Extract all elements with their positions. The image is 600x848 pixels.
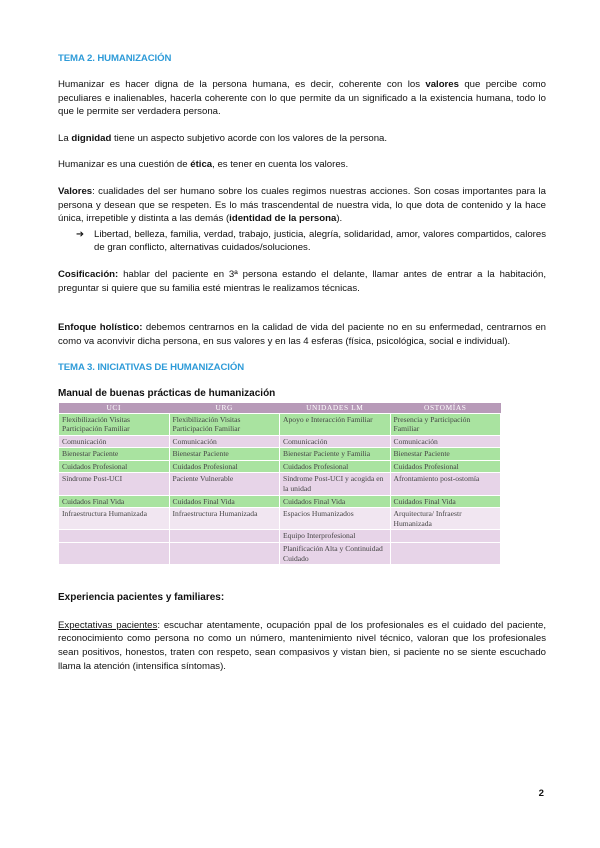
tema2-heading: TEMA 2. HUMANIZACIÓN (58, 53, 172, 64)
table-cell: Síndrome Post-UCI (59, 473, 170, 495)
table-row (59, 530, 501, 543)
table-cell: Arquitectura/ Infraestr Humanizada (390, 508, 501, 530)
enfoque-paragraph (58, 321, 546, 348)
etica-paragraph (58, 158, 546, 172)
table-cell: Presencia y Participación Familiar (390, 413, 501, 435)
text-span: hablar del paciente en 3ª persona estando el delante, llamar antes de entrar a la habitación, preguntar si quiere que su familia esté mientras le realizamos técnicas. (58, 268, 546, 294)
dignidad-paragraph (58, 132, 546, 146)
table-cell: Flexibilización Visitas Participación Familiar (169, 413, 280, 435)
table-cell: Cuidados Final Vida (390, 495, 501, 508)
table-cell: Bienestar Paciente y Familia (280, 448, 391, 461)
table-header-row (59, 403, 501, 413)
table-cell: Síndrome Post-UCI y acogida en la unidad (280, 473, 391, 495)
table-cell: Infraestructura Humanizada (169, 508, 280, 530)
table-row (59, 495, 501, 508)
text-span: tiene un aspecto subjetivo acorde con los valores de la persona. (111, 132, 388, 144)
page-number: 2 (538, 788, 544, 799)
table-cell: Comunicación (280, 435, 391, 448)
valores-list (76, 228, 546, 255)
table-row (59, 460, 501, 473)
expectativas-paragraph (58, 619, 546, 673)
table-cell: Afrontamiento post-ostomía (390, 473, 501, 495)
text-span: que percibe como peculiares e inalienables, hacerla coherente con lo que permite da un significado a la existencia humana, todo lo que le permite ser verdadera persona. (58, 79, 546, 118)
table-cell (59, 530, 170, 543)
table-cell: Bienestar Paciente (59, 448, 170, 461)
table-row (59, 413, 501, 435)
table-row (59, 448, 501, 461)
table-cell (169, 543, 280, 565)
experiencia-title: Experiencia pacientes y familiares: (58, 592, 225, 604)
text-span: ). (336, 213, 343, 225)
arrow-right-icon: ➔ (76, 228, 85, 240)
table-cell: Cuidados Profesional (59, 460, 170, 473)
list-item-text: Libertad, belleza, familia, verdad, trabajo, justicia, alegría, solidaridad, amor, valores compartidos, calores de gran conflicto, alternativas cuidados/soluciones. (94, 228, 546, 254)
table-cell: Cuidados Profesional (280, 460, 391, 473)
table-cell: Flexibilización Visitas Participación Familiar (59, 413, 170, 435)
table-cell: Equipo Interprofesional (280, 530, 391, 543)
table-cell: Comunicación (390, 435, 501, 448)
column-header: OSTOMÍAS (390, 403, 501, 413)
humanizacion-table (58, 403, 501, 565)
text-span: Humanizar es hacer digna de la persona humana, es decir, coherente con los (58, 79, 426, 90)
table-cell (169, 530, 280, 543)
table-cell: Bienestar Paciente (390, 448, 501, 461)
identidad-term: identidad de la persona (229, 213, 337, 225)
table-cell: Comunicación (59, 435, 170, 448)
column-header: URG (169, 403, 280, 413)
text-span: Humanizar es una cuestión de (58, 159, 191, 171)
text-span: debemos centrarnos en la calidad de vida del paciente no en su enfermedad, centrarnos en como va aconvivir dicha persona, en sus valores y en las 4 esferas (física, psicológica, social e individual). (58, 322, 546, 347)
table-cell: Cuidados Final Vida (59, 495, 170, 508)
table-cell (390, 543, 501, 565)
table-cell: Planificación Alta y Continuidad Cuidado (280, 543, 391, 565)
column-header: UNIDADES LM (280, 403, 391, 413)
table-cell: Infraestructura Humanizada (59, 508, 170, 530)
table-cell: Comunicación (169, 435, 280, 448)
table-row (59, 435, 501, 448)
text-span: : escuchar atentamente, ocupación ppal de los profesionales es el cuidado del paciente, reconocimiento como persona no como un número, mantenimiento nivel técnico, valoran que los profesionales sean positivos, honestos, traten con respeto, sean compasivos y vistan bien, si paciente no se siente escuchado llama la atención (intensifica síntomas). (58, 619, 546, 672)
expectativas-label: Expectativas pacientes (58, 619, 158, 631)
table-cell (390, 530, 501, 543)
valores-label: Valores (58, 185, 93, 197)
dignidad-term: dignidad (71, 132, 112, 144)
cosificacion-label: Cosificación: (58, 268, 119, 280)
table-cell: Cuidados Profesional (390, 460, 501, 473)
table-cell: Bienestar Paciente (169, 448, 280, 461)
tema3-heading: TEMA 3. INICIATIVAS DE HUMANIZACIÓN (58, 362, 245, 374)
table-cell (59, 543, 170, 565)
list-item (76, 228, 546, 255)
table-cell: Espacios Humanizados (280, 508, 391, 530)
table-cell: Cuidados Final Vida (280, 495, 391, 508)
manual-title: Manual de buenas prácticas de humanización (58, 388, 276, 400)
text-span: : cualidades del ser humano sobre los cuales regimos nuestras acciones. Son cosas importantes para la persona y desean que se respeten. Es lo más trascendental de nuestra vida, lo que dota de contenido y la hace única, irrepetible y distinta a las demás ( (58, 185, 546, 225)
etica-term: ética (190, 159, 213, 171)
humanizar-paragraph (58, 78, 546, 119)
text-span: , es tener en cuenta los valores. (212, 159, 349, 171)
cosificacion-paragraph (58, 268, 546, 295)
table-cell: Cuidados Profesional (169, 460, 280, 473)
text-span: La (58, 132, 72, 144)
valores-paragraph (58, 185, 546, 226)
valores-term: valores (425, 79, 459, 90)
enfoque-label: Enfoque holístico: (58, 322, 143, 334)
table-cell: Cuidados Final Vida (169, 495, 280, 508)
document-page (58, 52, 546, 673)
table-row (59, 508, 501, 530)
column-header: UCI (59, 403, 170, 413)
table-cell: Apoyo e Interacción Familiar (280, 413, 391, 435)
table-row (59, 473, 501, 495)
table-cell: Paciente Vulnerable (169, 473, 280, 495)
table-row (59, 543, 501, 565)
